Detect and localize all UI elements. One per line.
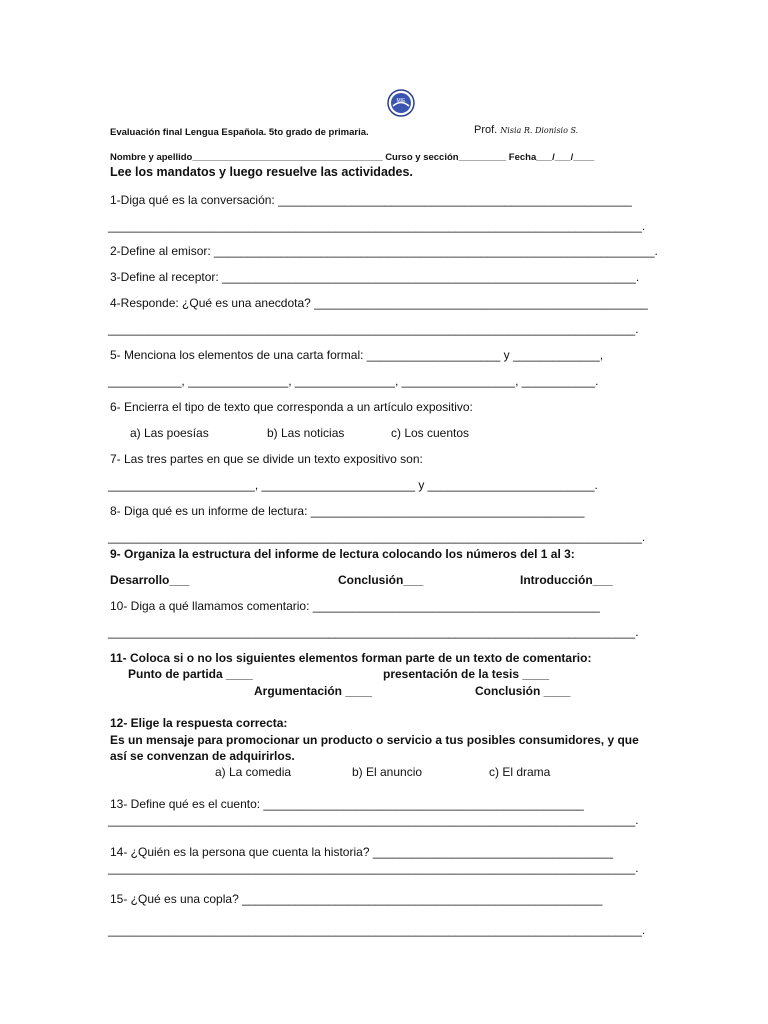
teacher-signature: Nisia R. Dionisio S.	[500, 126, 579, 135]
instructions: Lee los mandatos y luego resuelve las actividades.	[110, 165, 413, 179]
answer-line-7[interactable]: ______________________, _______________________ y _________________________.	[108, 478, 598, 492]
option-12a[interactable]: a) La comedia	[215, 765, 292, 779]
option-11c[interactable]: Argumentación ____	[254, 684, 373, 698]
answer-line-10[interactable]: _______________________________________________________________________________.	[108, 625, 639, 639]
question-4: 4-Responde: ¿Qué es una anecdota? __________________________________________________	[110, 296, 648, 310]
question-12: 12- Elige la respuesta correcta:	[110, 716, 288, 730]
question-11: 11- Coloca si o no los siguientes elementos forman parte de un texto de comentario:	[110, 651, 592, 665]
option-6c[interactable]: c) Los cuentos	[391, 426, 470, 440]
question-1: 1-Diga qué es la conversación: _____________________________________________________	[110, 193, 632, 207]
option-9b[interactable]: Conclusión___	[338, 573, 424, 587]
answer-line-15[interactable]: ________________________________________________________________________________.	[108, 923, 646, 937]
question-9: 9- Organiza la estructura del informe de lectura colocando los números del 1 al 3:	[110, 547, 575, 561]
question-14: 14- ¿Quién es la persona que cuenta la historia? ____________________________________	[110, 845, 614, 859]
option-6b[interactable]: b) Las noticias	[267, 426, 345, 440]
question-15: 15- ¿Qué es una copla? ______________________________________________________	[110, 892, 603, 906]
option-6a[interactable]: a) Las poesías	[130, 426, 209, 440]
question-7: 7- Las tres partes en que se divide un texto expositivo son:	[110, 452, 423, 466]
exam-title: Evaluación final Lengua Española. 5to grado de primaria.	[110, 127, 369, 138]
option-9a[interactable]: Desarrollo___	[110, 573, 190, 587]
option-11b[interactable]: presentación de la tesis ____	[383, 667, 550, 681]
option-12b[interactable]: b) El anuncio	[352, 765, 423, 779]
answer-line-14[interactable]: _______________________________________________________________________________.	[108, 861, 639, 875]
answer-line-5[interactable]: ___________, _______________, _______________, _________________, ___________.	[108, 374, 599, 388]
student-info-line[interactable]: Nombre y apellido____________________________________ Curso y sección_________ Fecha___/___/____	[110, 152, 595, 163]
answer-line-8[interactable]: ________________________________________________________________________________.	[108, 530, 646, 544]
option-9c[interactable]: Introducción___	[520, 573, 613, 587]
question-3: 3-Define al receptor: ______________________________________________________________.	[110, 270, 640, 284]
teacher-name	[474, 124, 578, 136]
option-11d[interactable]: Conclusión ____	[475, 684, 571, 698]
question-2: 2-Define al emisor: __________________________________________________________________.	[110, 244, 658, 258]
question-13: 13- Define qué es el cuento: ________________________________________________	[110, 797, 584, 811]
question-12-text-2: así se convenzan de adquirirlos.	[110, 749, 295, 763]
option-12c[interactable]: c) El drama	[489, 765, 551, 779]
question-10: 10- Diga a qué llamamos comentario: ___________________________________________	[110, 599, 600, 613]
answer-line-4[interactable]: _______________________________________________________________________________.	[108, 322, 639, 336]
school-seal-icon	[387, 89, 415, 117]
question-12-text-1: Es un mensaje para promocionar un producto o servicio a tus posibles consumidores, y que	[110, 733, 639, 747]
answer-line-13[interactable]: _______________________________________________________________________________.	[108, 813, 639, 827]
question-6: 6- Encierra el tipo de texto que corresponda a un artículo expositivo:	[110, 400, 473, 414]
question-5: 5- Menciona los elementos de una carta formal: ____________________ y _____________,	[110, 348, 604, 362]
option-11a[interactable]: Punto de partida ____	[128, 667, 253, 681]
answer-line-1[interactable]: ________________________________________________________________________________.	[108, 219, 646, 233]
question-8: 8- Diga qué es un informe de lectura: _________________________________________	[110, 504, 585, 518]
seal-text: MIE	[396, 98, 406, 104]
prof-label: Prof.	[474, 124, 498, 136]
